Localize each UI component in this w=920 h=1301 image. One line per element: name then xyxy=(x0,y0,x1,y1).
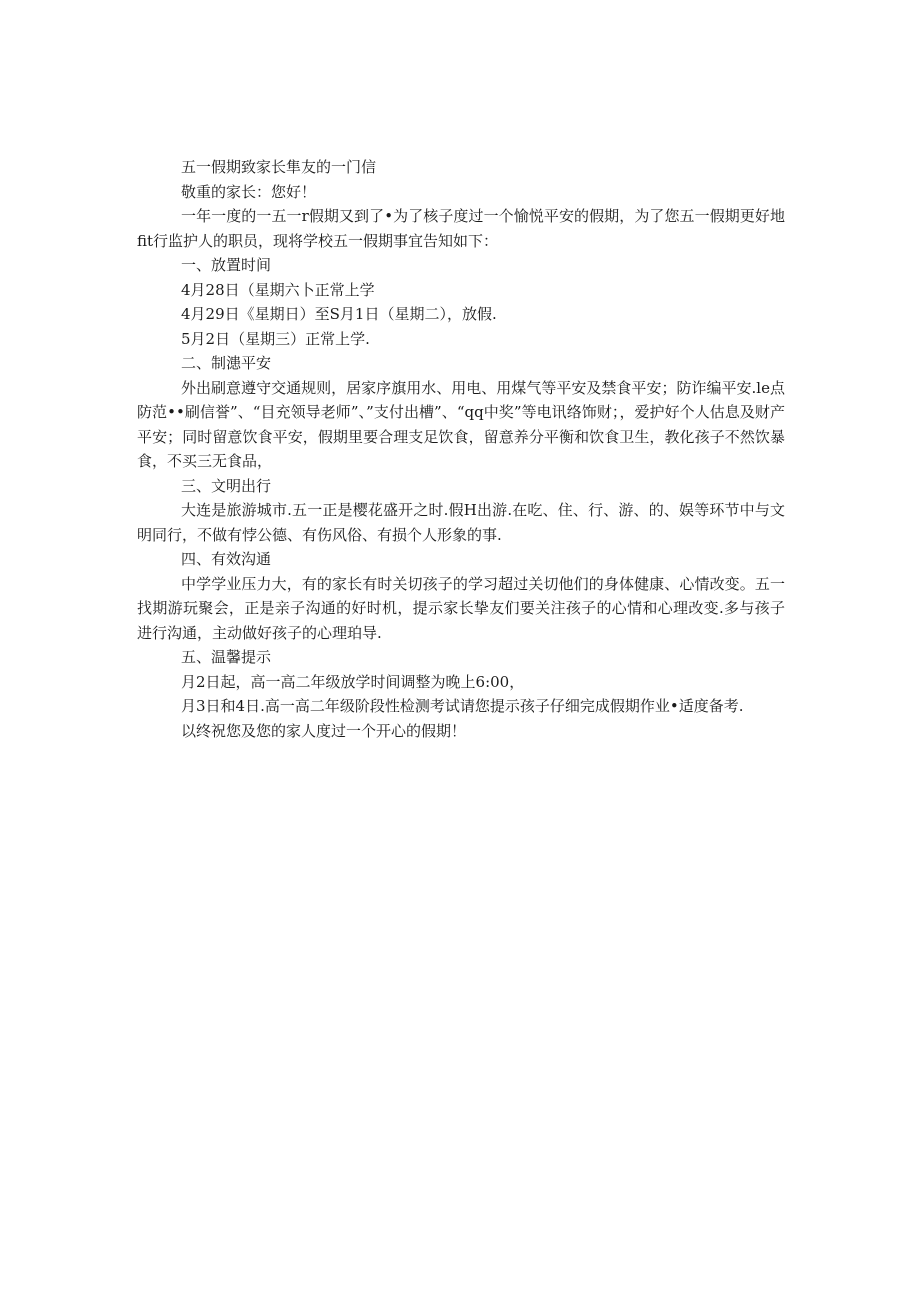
section-paragraph-travel: 大连是旅游城市.五一正是樱花盛开之时.假H出游.在吃、住、行、游、的、娱等环节中与文明同行，不做有悖公德、有伤风俗、有损个人形象的事. xyxy=(137,501,785,544)
schedule-line: 5月2日（星期三）正常上学. xyxy=(181,329,370,348)
section-heading-tips: 五、温馨提示 xyxy=(181,648,272,666)
closing-line: 以终祝您及您的家人度过一个开心的假期！ xyxy=(181,721,467,740)
schedule-line: 4月29日《星期日）至S月1日（星期二），放假. xyxy=(181,305,497,323)
tip-line: 月2日起，高一高二年级放学时间调整为晚上6:00， xyxy=(181,672,525,691)
section-heading-travel: 三、文明出行 xyxy=(181,476,272,495)
letter-intro: 一年一度的一五一r假期又到了•为了核子度过一个愉悦平安的假期，为了您五一假期更好地fit行监护人的职员，现将学校五一假期事宜告知如下： xyxy=(137,207,785,250)
section-heading-communication: 四、有效沟通 xyxy=(181,550,272,568)
section-heading-safety: 二、制漶平安 xyxy=(181,354,272,372)
letter-page xyxy=(137,155,785,743)
schedule-line: 4月28日（星期六卜正常上学 xyxy=(181,280,375,299)
section-paragraph-safety: 外出刷意遵守交通规则，居家序旗用水、用电、用煤气等平安及禁食平安；防诈编平安.le点防范••刷信誉”、“目充领导老师”、”支付出槽”、“qq中奖”等电讯络饰财；，爱护好个人估息及财产平安；同时留意饮食平安，假期里要合理支足饮食，留意养分平衡和饮食卫生，教化孩子不然饮暴食，不买三无食品， xyxy=(137,378,785,470)
tip-line: 月3日和4日.高一高二年级阶段性检测考试请您提示孩子仔细完成假期作业•适度备考. xyxy=(181,697,744,715)
section-heading-time: 一、放置时间 xyxy=(181,256,272,274)
letter-title: 五一假期致家长隼友的一门信 xyxy=(181,158,377,176)
letter-greeting: 敬重的家长：您好！ xyxy=(181,182,317,201)
section-paragraph-communication: 中学学业压力大，有的家长有时关切孩子的学习超过关切他们的身体健康、心情改变。五一找期游玩聚会，正是亲子沟通的好时机，提示家长挚友们要关注孩子的心情和心理改变.多与孩子进行沟通，主动做好孩子的心理珀导. xyxy=(137,574,785,642)
